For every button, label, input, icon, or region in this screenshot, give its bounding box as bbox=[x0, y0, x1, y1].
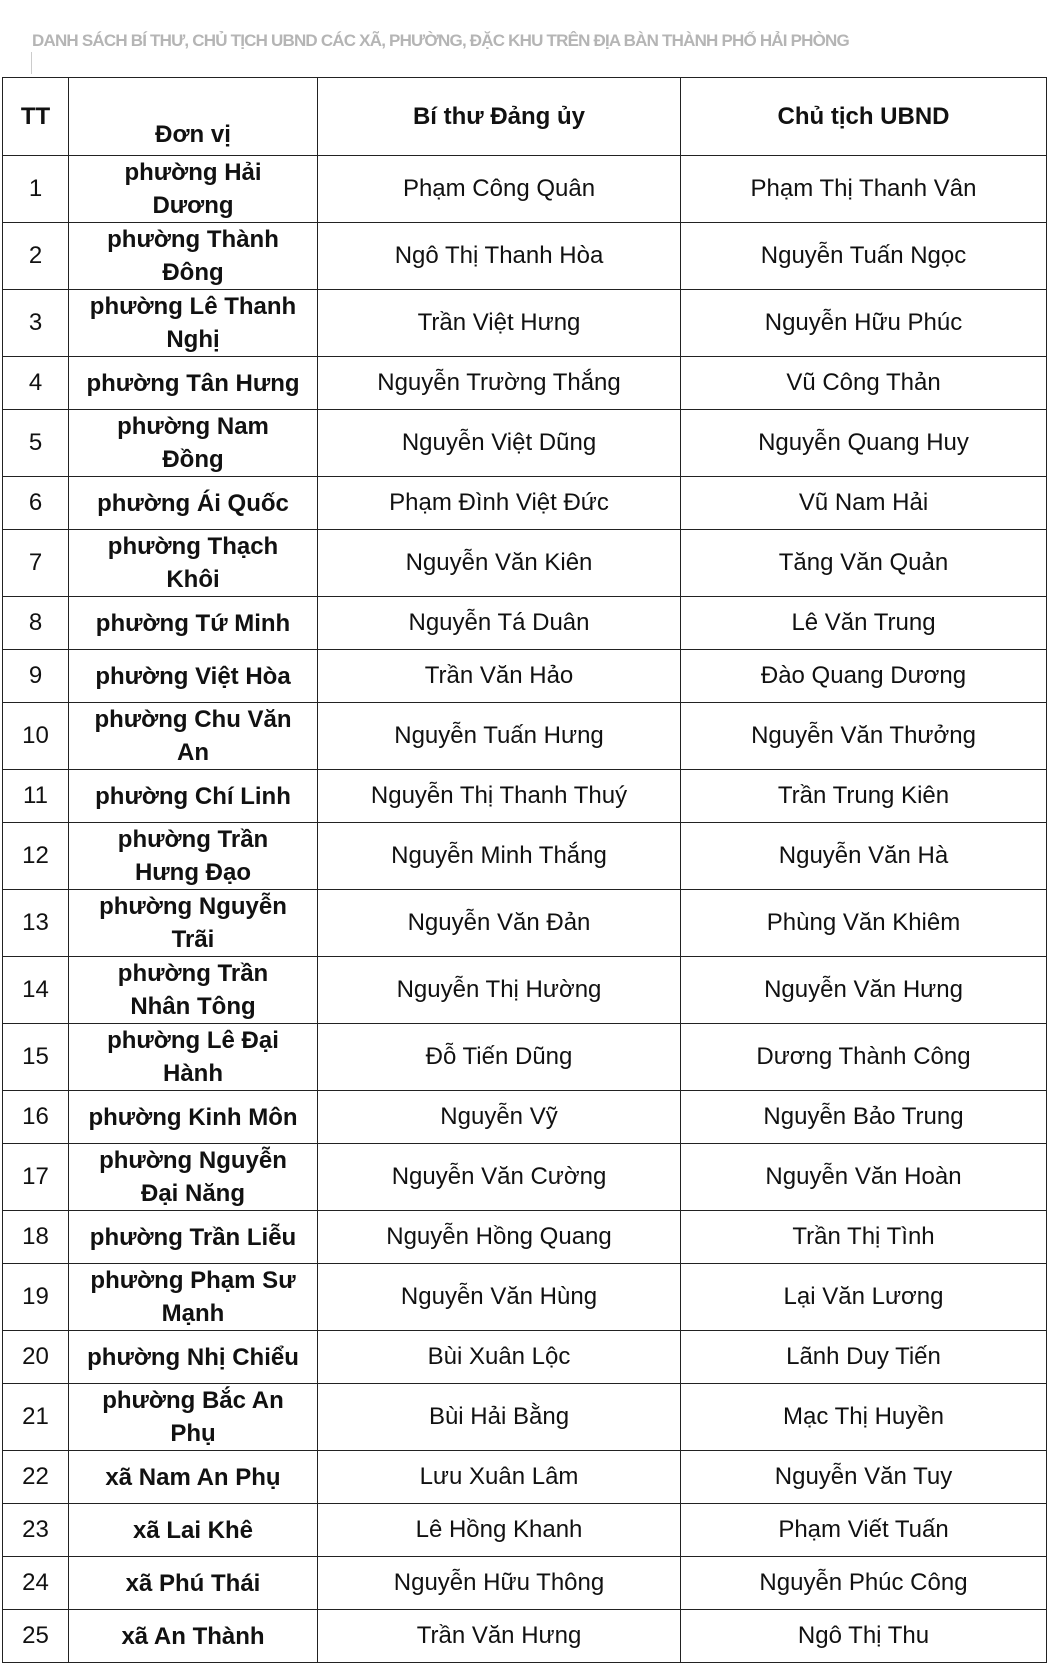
cell-unit bbox=[69, 357, 318, 410]
unit-name: phường Lê Thanh Nghị bbox=[89, 293, 297, 353]
cell-chairman: Phạm Thị Thanh Vân bbox=[681, 156, 1047, 223]
unit-name: phường Lê Đại Hành bbox=[107, 1027, 279, 1087]
officials-table bbox=[2, 77, 1047, 1663]
cell-tt: 2 bbox=[3, 223, 69, 290]
table-row bbox=[3, 1091, 1047, 1144]
unit-name: phường Trần Liễu bbox=[89, 1223, 297, 1251]
cell-chairman: Nguyễn Văn Thưởng bbox=[681, 703, 1047, 770]
cell-tt: 24 bbox=[3, 1557, 69, 1610]
cell-secretary: Nguyễn Văn Đản bbox=[318, 890, 681, 957]
cell-chairman: Nguyễn Văn Hà bbox=[681, 823, 1047, 890]
cell-tt: 21 bbox=[3, 1384, 69, 1451]
unit-name: phường Bắc An Phụ bbox=[102, 1387, 284, 1447]
cell-chairman: Phùng Văn Khiêm bbox=[681, 890, 1047, 957]
cell-unit bbox=[69, 1504, 318, 1557]
cell-unit bbox=[69, 1024, 318, 1091]
cell-secretary: Đỗ Tiến Dũng bbox=[318, 1024, 681, 1091]
unit-name: phường Tân Hưng bbox=[86, 369, 300, 397]
table-header-row bbox=[3, 78, 1047, 156]
cell-chairman: Nguyễn Văn Hưng bbox=[681, 957, 1047, 1024]
unit-name: phường Thành Đông bbox=[107, 226, 279, 286]
cell-unit bbox=[69, 477, 318, 530]
table-row bbox=[3, 597, 1047, 650]
cell-unit bbox=[69, 770, 318, 823]
cell-tt: 1 bbox=[3, 156, 69, 223]
cell-tt: 6 bbox=[3, 477, 69, 530]
cell-tt: 19 bbox=[3, 1264, 69, 1331]
cell-unit bbox=[69, 1331, 318, 1384]
table-row bbox=[3, 477, 1047, 530]
table-row bbox=[3, 890, 1047, 957]
cell-unit bbox=[69, 823, 318, 890]
table-row bbox=[3, 410, 1047, 477]
cell-unit bbox=[69, 1384, 318, 1451]
cell-chairman: Trần Trung Kiên bbox=[681, 770, 1047, 823]
unit-name: phường Trần Hưng Đạo bbox=[117, 826, 269, 886]
cell-unit bbox=[69, 156, 318, 223]
table-row bbox=[3, 1610, 1047, 1663]
cell-secretary: Lê Hồng Khanh bbox=[318, 1504, 681, 1557]
cell-secretary: Nguyễn Minh Thắng bbox=[318, 823, 681, 890]
unit-name: xã An Thành bbox=[121, 1622, 265, 1650]
document-title: DANH SÁCH BÍ THƯ, CHỦ TỊCH UBND CÁC XÃ, PHƯỜNG, ĐẶC KHU TRÊN ĐỊA BÀN THÀNH PHỐ HẢI PHÒNG bbox=[32, 31, 849, 50]
cell-unit bbox=[69, 890, 318, 957]
header-tt: TT bbox=[3, 78, 69, 156]
cell-tt: 5 bbox=[3, 410, 69, 477]
cell-unit bbox=[69, 1451, 318, 1504]
unit-name: phường Phạm Sư Mạnh bbox=[90, 1267, 296, 1327]
table-row bbox=[3, 1384, 1047, 1451]
unit-name: phường Việt Hòa bbox=[95, 662, 291, 690]
cell-secretary: Nguyễn Vỹ bbox=[318, 1091, 681, 1144]
unit-name: phường Thạch Khôi bbox=[107, 533, 279, 593]
cell-tt: 22 bbox=[3, 1451, 69, 1504]
cell-tt: 8 bbox=[3, 597, 69, 650]
cell-secretary: Trần Việt Hưng bbox=[318, 290, 681, 357]
unit-name: phường Hải Dương bbox=[124, 159, 262, 219]
cell-secretary: Nguyễn Tá Duân bbox=[318, 597, 681, 650]
header-secretary: Bí thư Đảng ủy bbox=[318, 78, 681, 156]
cell-chairman: Phạm Viết Tuấn bbox=[681, 1504, 1047, 1557]
unit-name: phường Ái Quốc bbox=[97, 489, 289, 517]
unit-name: phường Chí Linh bbox=[95, 782, 291, 810]
cell-tt: 23 bbox=[3, 1504, 69, 1557]
cell-tt: 25 bbox=[3, 1610, 69, 1663]
cell-tt: 3 bbox=[3, 290, 69, 357]
cell-unit bbox=[69, 1211, 318, 1264]
table-row bbox=[3, 770, 1047, 823]
cell-chairman: Lãnh Duy Tiến bbox=[681, 1331, 1047, 1384]
cell-secretary: Trần Văn Hảo bbox=[318, 650, 681, 703]
cell-chairman: Nguyễn Quang Huy bbox=[681, 410, 1047, 477]
cell-secretary: Nguyễn Hồng Quang bbox=[318, 1211, 681, 1264]
table-row bbox=[3, 1451, 1047, 1504]
cell-tt: 12 bbox=[3, 823, 69, 890]
cell-secretary: Nguyễn Văn Hùng bbox=[318, 1264, 681, 1331]
table-row bbox=[3, 290, 1047, 357]
cell-secretary: Bùi Xuân Lộc bbox=[318, 1331, 681, 1384]
cell-chairman: Nguyễn Hữu Phúc bbox=[681, 290, 1047, 357]
cell-secretary: Lưu Xuân Lâm bbox=[318, 1451, 681, 1504]
cell-secretary: Phạm Công Quân bbox=[318, 156, 681, 223]
cell-unit bbox=[69, 410, 318, 477]
table-row bbox=[3, 357, 1047, 410]
table-row bbox=[3, 156, 1047, 223]
unit-name: phường Nam Đồng bbox=[117, 413, 269, 473]
cell-chairman: Trần Thị Tình bbox=[681, 1211, 1047, 1264]
unit-name: phường Kinh Môn bbox=[88, 1103, 298, 1131]
cell-tt: 14 bbox=[3, 957, 69, 1024]
table-row bbox=[3, 1024, 1047, 1091]
cell-tt: 16 bbox=[3, 1091, 69, 1144]
cell-chairman: Ngô Thị Thu bbox=[681, 1610, 1047, 1663]
cell-secretary: Nguyễn Thị Hường bbox=[318, 957, 681, 1024]
cell-unit bbox=[69, 650, 318, 703]
unit-name: phường Trần Nhân Tông bbox=[117, 960, 269, 1020]
cell-secretary: Trần Văn Hưng bbox=[318, 1610, 681, 1663]
cell-tt: 17 bbox=[3, 1144, 69, 1211]
cell-secretary: Bùi Hải Bằng bbox=[318, 1384, 681, 1451]
cell-secretary: Nguyễn Trường Thắng bbox=[318, 357, 681, 410]
cell-tt: 11 bbox=[3, 770, 69, 823]
cell-tt: 4 bbox=[3, 357, 69, 410]
unit-name: phường Nguyễn Đại Năng bbox=[99, 1147, 287, 1207]
cell-secretary: Nguyễn Văn Cường bbox=[318, 1144, 681, 1211]
table-row bbox=[3, 650, 1047, 703]
unit-name: phường Tứ Minh bbox=[95, 609, 291, 637]
cell-secretary: Nguyễn Hữu Thông bbox=[318, 1557, 681, 1610]
cell-secretary: Nguyễn Tuấn Hưng bbox=[318, 703, 681, 770]
cell-tt: 18 bbox=[3, 1211, 69, 1264]
cell-tt: 15 bbox=[3, 1024, 69, 1091]
cell-tt: 20 bbox=[3, 1331, 69, 1384]
header-chairman: Chủ tịch UBND bbox=[681, 78, 1047, 156]
cell-unit bbox=[69, 1264, 318, 1331]
table-row bbox=[3, 1144, 1047, 1211]
cell-unit bbox=[69, 290, 318, 357]
cell-tt: 10 bbox=[3, 703, 69, 770]
unit-name: xã Nam An Phụ bbox=[105, 1463, 281, 1491]
unit-name: phường Chu Văn An bbox=[94, 706, 292, 766]
cell-unit bbox=[69, 530, 318, 597]
cell-secretary: Nguyễn Việt Dũng bbox=[318, 410, 681, 477]
cell-unit bbox=[69, 223, 318, 290]
cell-chairman: Mạc Thị Huyền bbox=[681, 1384, 1047, 1451]
table-row bbox=[3, 1504, 1047, 1557]
table-row bbox=[3, 1211, 1047, 1264]
cell-tt: 7 bbox=[3, 530, 69, 597]
cell-chairman: Nguyễn Phúc Công bbox=[681, 1557, 1047, 1610]
table-row bbox=[3, 1264, 1047, 1331]
unit-name: xã Phú Thái bbox=[125, 1569, 261, 1597]
cell-secretary: Nguyễn Văn Kiên bbox=[318, 530, 681, 597]
cell-tt: 13 bbox=[3, 890, 69, 957]
cell-unit bbox=[69, 957, 318, 1024]
divider bbox=[31, 52, 32, 74]
cell-unit bbox=[69, 597, 318, 650]
cell-chairman: Lê Văn Trung bbox=[681, 597, 1047, 650]
cell-secretary: Nguyễn Thị Thanh Thuý bbox=[318, 770, 681, 823]
cell-chairman: Đào Quang Dương bbox=[681, 650, 1047, 703]
cell-chairman: Tăng Văn Quản bbox=[681, 530, 1047, 597]
cell-unit bbox=[69, 703, 318, 770]
header-unit: Đơn vị bbox=[69, 78, 318, 156]
cell-chairman: Dương Thành Công bbox=[681, 1024, 1047, 1091]
cell-chairman: Nguyễn Tuấn Ngọc bbox=[681, 223, 1047, 290]
table-row bbox=[3, 1557, 1047, 1610]
unit-name: phường Nhị Chiểu bbox=[87, 1343, 299, 1371]
table-row bbox=[3, 823, 1047, 890]
unit-name: phường Nguyễn Trãi bbox=[99, 893, 287, 953]
cell-chairman: Vũ Công Thản bbox=[681, 357, 1047, 410]
table-row bbox=[3, 1331, 1047, 1384]
cell-unit bbox=[69, 1610, 318, 1663]
cell-unit bbox=[69, 1557, 318, 1610]
cell-chairman: Nguyễn Văn Tuy bbox=[681, 1451, 1047, 1504]
table-row bbox=[3, 703, 1047, 770]
table-row bbox=[3, 957, 1047, 1024]
table-row bbox=[3, 223, 1047, 290]
cell-chairman: Nguyễn Bảo Trung bbox=[681, 1091, 1047, 1144]
cell-chairman: Lại Văn Lương bbox=[681, 1264, 1047, 1331]
cell-secretary: Ngô Thị Thanh Hòa bbox=[318, 223, 681, 290]
cell-unit bbox=[69, 1091, 318, 1144]
unit-name: xã Lai Khê bbox=[132, 1516, 254, 1544]
table-row bbox=[3, 530, 1047, 597]
cell-chairman: Vũ Nam Hải bbox=[681, 477, 1047, 530]
cell-unit bbox=[69, 1144, 318, 1211]
cell-tt: 9 bbox=[3, 650, 69, 703]
cell-chairman: Nguyễn Văn Hoàn bbox=[681, 1144, 1047, 1211]
cell-secretary: Phạm Đình Việt Đức bbox=[318, 477, 681, 530]
